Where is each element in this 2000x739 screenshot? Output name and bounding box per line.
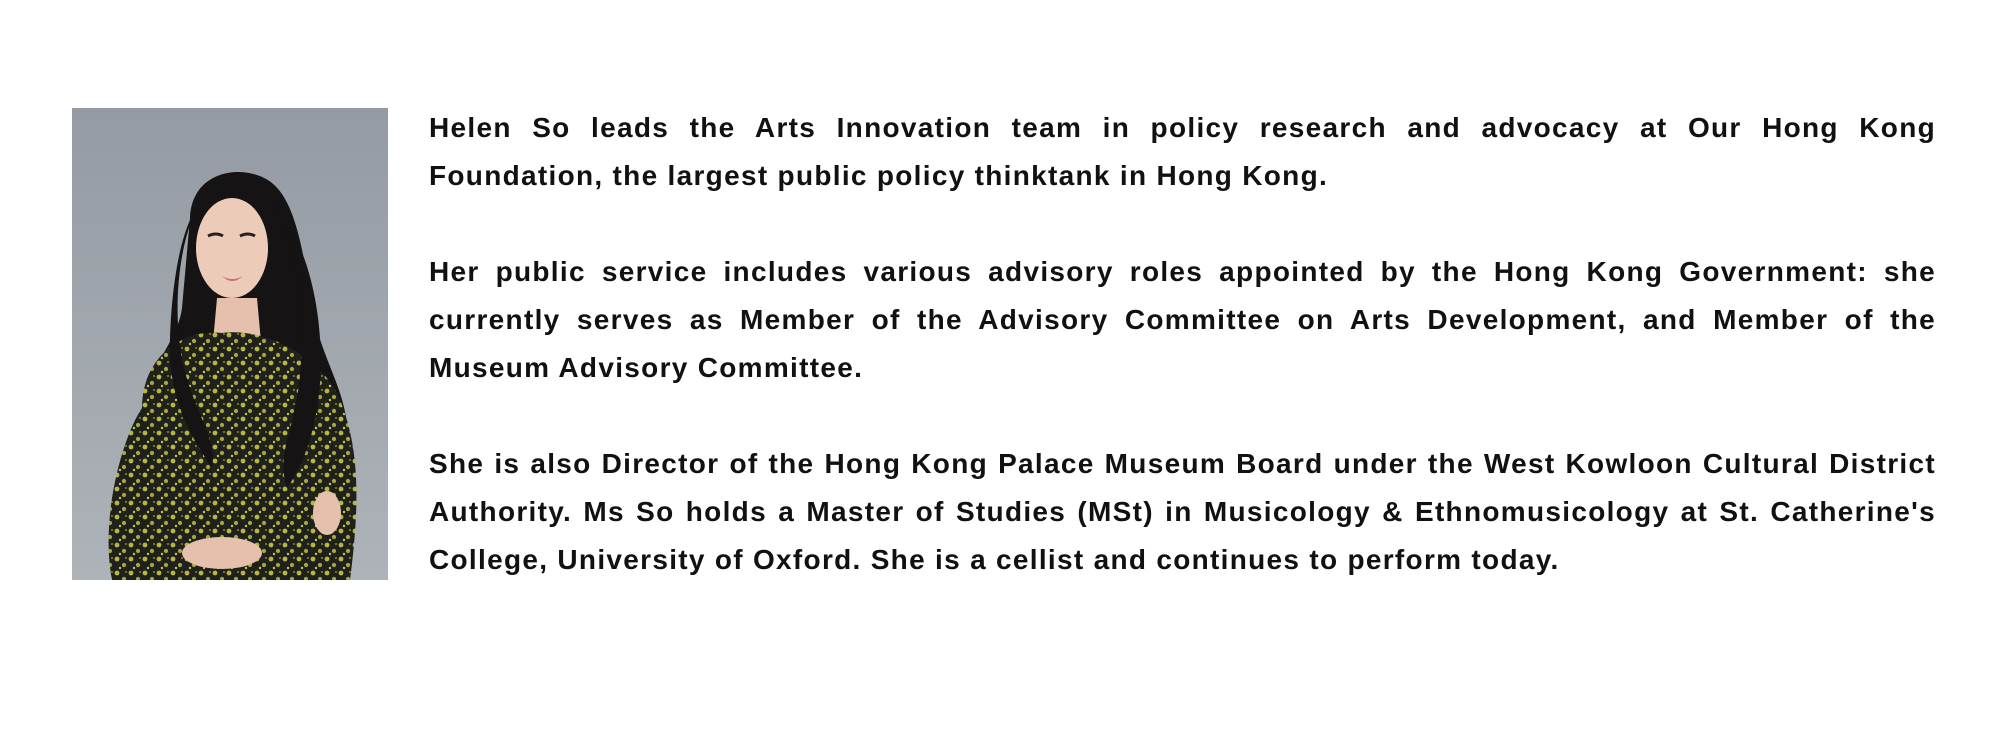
portrait-illustration (72, 108, 388, 580)
bio-paragraph-education: She is also Director of the Hong Kong Palace Museum Board under the West Kowloon Cultural District Authority. Ms So holds a Master of Studies (MSt) in Musicology & Ethnomusicology at St. Catherine's College, University of Oxford. She is a cellist and continues to perform today. (429, 448, 1936, 575)
portrait-photo (72, 108, 388, 580)
bio-paragraph-role: Helen So leads the Arts Innovation team in policy research and advocacy at Our Hong Kong Foundation, the largest public policy thinktank in Hong Kong. (429, 112, 1936, 191)
bio-paragraph-public-service: Her public service includes various advisory roles appointed by the Hong Kong Government: she currently serves as Member of the Advisory Committee on Arts Development, and Member of the Museum Advisory Committee. (429, 256, 1936, 383)
bio-text (429, 104, 1936, 584)
